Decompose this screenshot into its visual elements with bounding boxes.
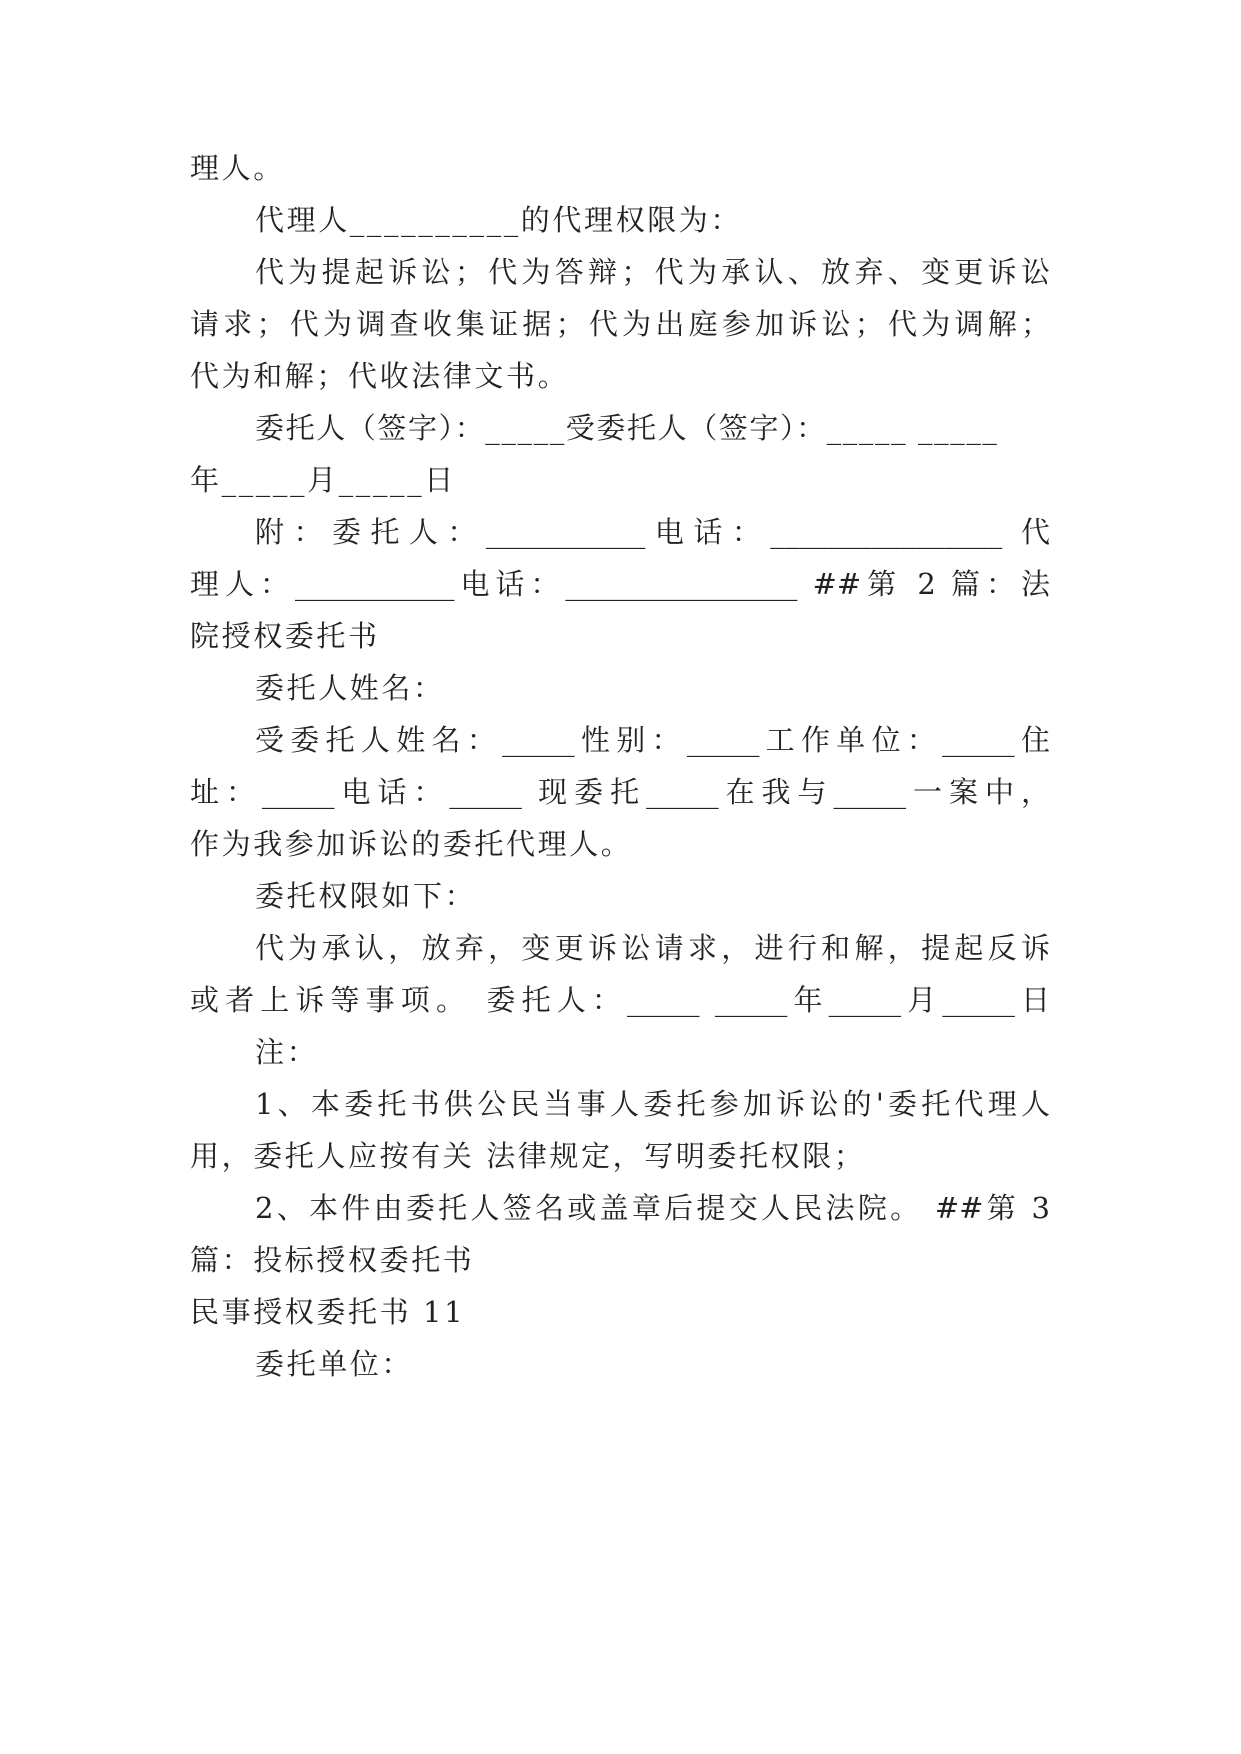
text-line: 民事授权委托书 11 (190, 1295, 466, 1329)
text-line: 1、本委托书供公民当事人委托参加诉讼的'委托代理人 (255, 1087, 1050, 1121)
text-line: 代为提起诉讼；代为答辩；代为承认、放弃、变更诉讼 (255, 255, 1050, 289)
text-line: 或者上诉等事项。 委托人：_____ _____年_____月_____日 (190, 983, 1050, 1017)
text-line: 委托人（签字）：_____受委托人（签字）：_____ _____ (255, 411, 999, 445)
text-line: 篇：投标授权委托书 (190, 1243, 475, 1277)
text-line: 2、本件由委托人签名或盖章后提交人民法院。 ##第 3 (255, 1191, 1050, 1225)
text-line: 用，委托人应按有关 法律规定，写明委托权限； (190, 1139, 866, 1173)
text-line: 委托单位： (255, 1347, 414, 1381)
text-line: 附：委托人：___________电话：________________ 代 (255, 515, 1050, 549)
text-line: 受委托人姓名：_____性别：_____工作单位：_____住 (255, 723, 1050, 757)
text-line: 年_____月_____日 (190, 463, 456, 497)
text-line: 理人：___________电话：________________ ##第 2 篇：法 (190, 567, 1050, 601)
text-line: 作为我参加诉讼的委托代理人。 (190, 827, 633, 861)
text-line: 代理人__________的代理权限为： (255, 203, 743, 237)
text-line: 院授权委托书 (190, 619, 380, 653)
text-line: 委托权限如下： (255, 879, 477, 913)
text-line: 请求；代为调查收集证据；代为出庭参加诉讼；代为调解； (190, 307, 1050, 341)
text-line: 委托人姓名： (255, 671, 445, 705)
text-line: 代为承认，放弃，变更诉讼请求，进行和解，提起反诉 (255, 931, 1050, 965)
text-line: 代为和解；代收法律文书。 (190, 359, 570, 393)
text-line: 理人。 (190, 151, 285, 185)
text-line: 注： (255, 1035, 319, 1069)
text-line: 址：_____电话：_____ 现委托_____在我与_____一案中， (190, 775, 1050, 809)
